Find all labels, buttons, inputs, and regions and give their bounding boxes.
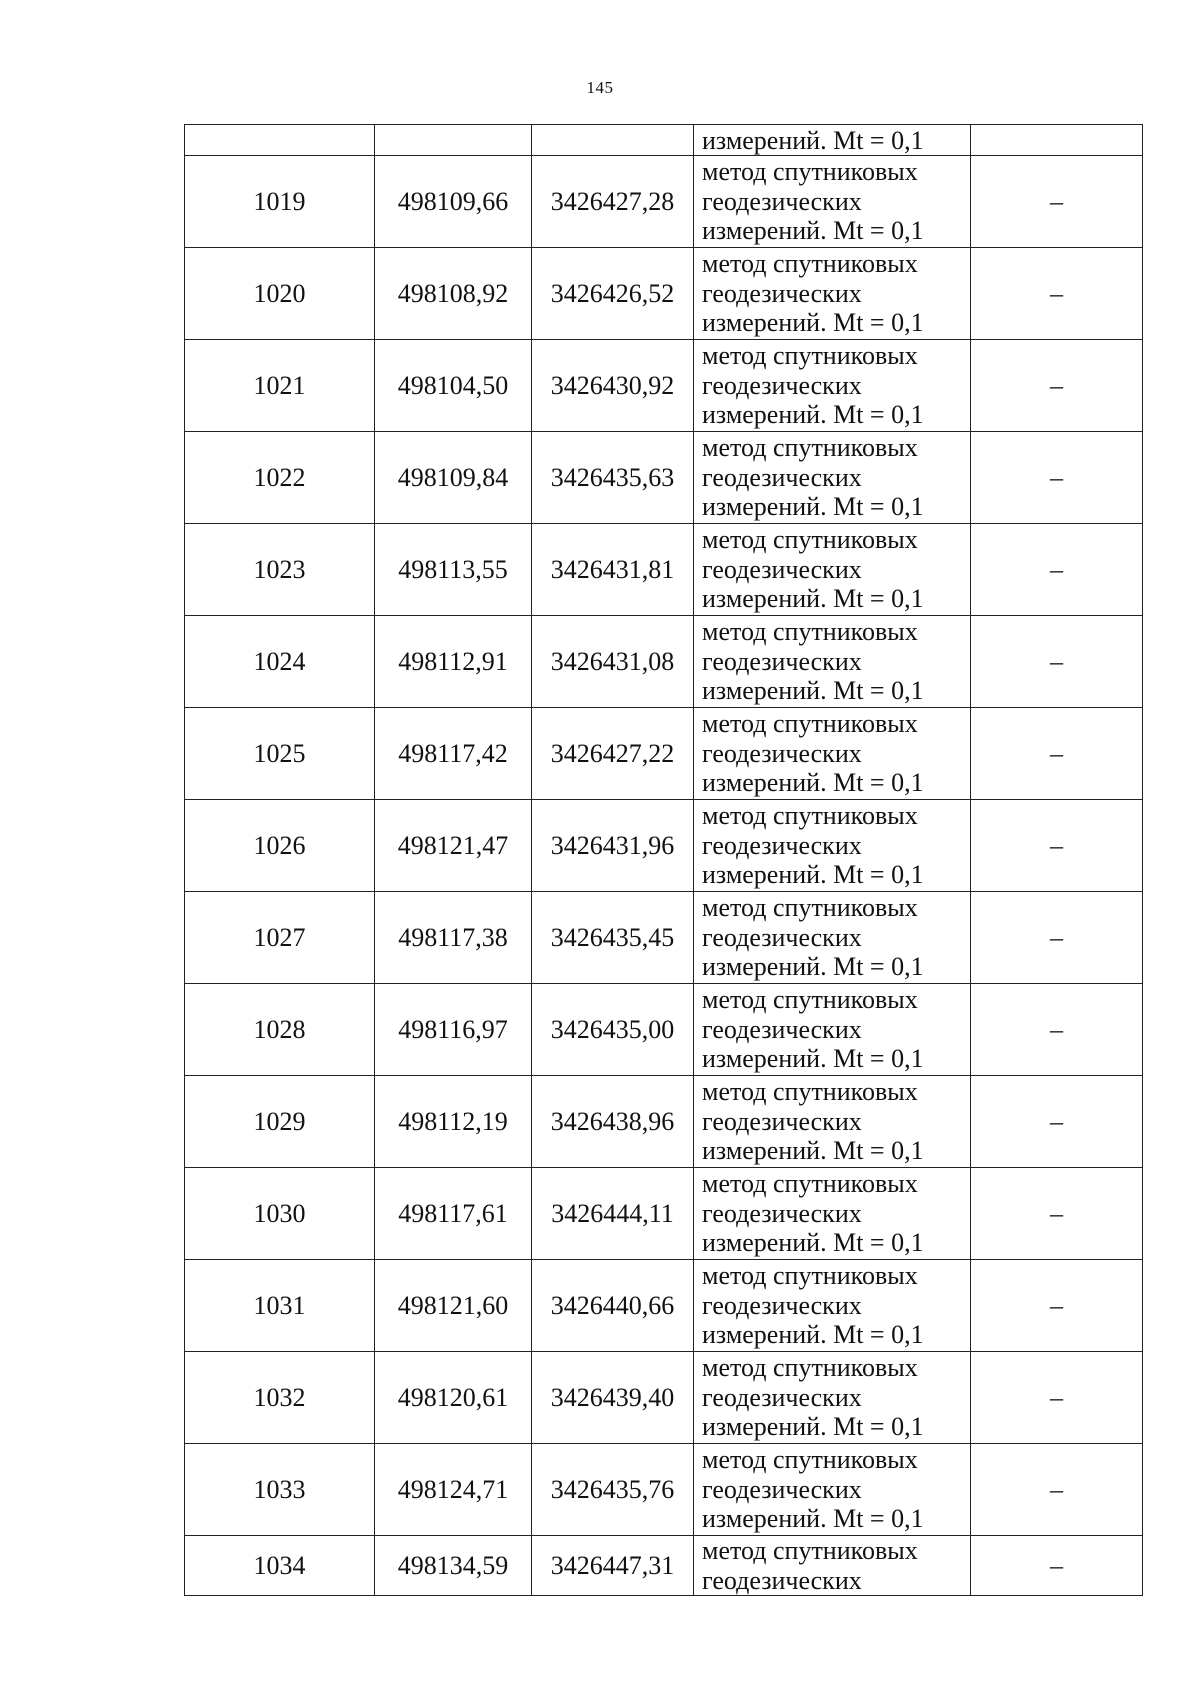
cell-y: 3426431,81 [532, 524, 694, 616]
cell-y: 3426427,22 [532, 708, 694, 800]
table-row [185, 800, 1143, 892]
cell-note: – [971, 1260, 1143, 1352]
cell-x: 498116,97 [375, 984, 532, 1076]
table-row [185, 1536, 1143, 1596]
method-line: геодезических [702, 186, 862, 216]
cell-method [694, 156, 971, 248]
cell-x: 498109,66 [375, 156, 532, 248]
cell-note: – [971, 432, 1143, 524]
cell-method [694, 984, 971, 1076]
method-line: геодезических [702, 646, 862, 676]
cell-y: 3426447,31 [532, 1536, 694, 1596]
cell-y [532, 125, 694, 156]
method-line: метод спутниковых [702, 1445, 918, 1475]
cell-note: – [971, 156, 1143, 248]
method-line: метод спутниковых [702, 1536, 918, 1565]
method-line: измерений. Mt = 0,1 [702, 1228, 924, 1258]
method-line: метод спутниковых [702, 525, 918, 555]
method-line: геодезических [702, 554, 862, 584]
method-line: метод спутниковых [702, 1169, 918, 1199]
table-row [185, 248, 1143, 340]
cell-x: 498121,60 [375, 1260, 532, 1352]
method-line: геодезических [702, 738, 862, 768]
cell-x: 498134,59 [375, 1536, 532, 1596]
cell-note [971, 125, 1143, 156]
method-line: измерений. Mt = 0,1 [702, 1504, 924, 1534]
method-line: измерений. Mt = 0,1 [702, 1044, 924, 1074]
cell-method [694, 248, 971, 340]
method-line: метод спутниковых [702, 893, 918, 923]
table-row-continuation [185, 125, 1143, 156]
cell-method [694, 1536, 971, 1596]
cell-point-id: 1030 [185, 1168, 375, 1260]
method-line: метод спутниковых [702, 1261, 918, 1291]
cell-y: 3426435,00 [532, 984, 694, 1076]
cell-point-id: 1024 [185, 616, 375, 708]
table-row [185, 1168, 1143, 1260]
cell-y: 3426439,40 [532, 1352, 694, 1444]
cell-point-id: 1023 [185, 524, 375, 616]
cell-point-id: 1025 [185, 708, 375, 800]
cell-y: 3426426,52 [532, 248, 694, 340]
method-line: геодезических [702, 1106, 862, 1136]
cell-note: – [971, 248, 1143, 340]
cell-method [694, 800, 971, 892]
method-line: метод спутниковых [702, 433, 918, 463]
method-line: измерений. Mt = 0,1 [702, 400, 924, 430]
table-row [185, 156, 1143, 248]
table-row [185, 524, 1143, 616]
cell-point-id: 1026 [185, 800, 375, 892]
method-line: измерений. Mt = 0,1 [702, 216, 924, 246]
method-line: измерений. Mt = 0,1 [702, 492, 924, 522]
method-line: измерений. Mt = 0,1 [702, 860, 924, 890]
cell-note: – [971, 1168, 1143, 1260]
table-row [185, 616, 1143, 708]
cell-x: 498117,38 [375, 892, 532, 984]
table-row [185, 984, 1143, 1076]
cell-x: 498109,84 [375, 432, 532, 524]
method-line: геодезических [702, 370, 862, 400]
cell-point-id: 1019 [185, 156, 375, 248]
method-line: метод спутниковых [702, 985, 918, 1015]
method-line: измерений. Mt = 0,1 [702, 125, 924, 155]
cell-note: – [971, 524, 1143, 616]
cell-x: 498121,47 [375, 800, 532, 892]
cell-method [694, 1352, 971, 1444]
method-line: геодезических [702, 830, 862, 860]
table-row [185, 1076, 1143, 1168]
cell-x: 498117,42 [375, 708, 532, 800]
cell-note: – [971, 1536, 1143, 1596]
method-line: измерений. Mt = 0,1 [702, 308, 924, 338]
coordinates-table [184, 124, 1143, 1596]
cell-y: 3426444,11 [532, 1168, 694, 1260]
cell-y: 3426435,76 [532, 1444, 694, 1536]
cell-x: 498112,91 [375, 616, 532, 708]
method-line: измерений. Mt = 0,1 [702, 676, 924, 706]
method-line: измерений. Mt = 0,1 [702, 1136, 924, 1166]
method-line: геодезических [702, 1382, 862, 1412]
method-line: метод спутниковых [702, 1077, 918, 1107]
cell-point-id: 1020 [185, 248, 375, 340]
cell-note: – [971, 1076, 1143, 1168]
cell-note: – [971, 1352, 1143, 1444]
cell-point-id: 1022 [185, 432, 375, 524]
cell-point-id: 1028 [185, 984, 375, 1076]
method-line: метод спутниковых [702, 801, 918, 831]
method-line: геодезических [702, 1014, 862, 1044]
cell-method [694, 1168, 971, 1260]
cell-note: – [971, 892, 1143, 984]
cell-method [694, 432, 971, 524]
cell-note: – [971, 800, 1143, 892]
method-line: метод спутниковых [702, 249, 918, 279]
method-line: геодезических [702, 462, 862, 492]
cell-note: – [971, 1444, 1143, 1536]
method-line: измерений. Mt = 0,1 [702, 768, 924, 798]
cell-x: 498124,71 [375, 1444, 532, 1536]
cell-y: 3426440,66 [532, 1260, 694, 1352]
method-line: измерений. Mt = 0,1 [702, 1320, 924, 1350]
method-line: метод спутниковых [702, 341, 918, 371]
method-line: геодезических [702, 1198, 862, 1228]
cell-point-id: 1033 [185, 1444, 375, 1536]
method-line: геодезических [702, 1474, 862, 1504]
cell-point-id: 1021 [185, 340, 375, 432]
cell-method [694, 340, 971, 432]
cell-y: 3426431,08 [532, 616, 694, 708]
cell-y: 3426430,92 [532, 340, 694, 432]
cell-point-id: 1032 [185, 1352, 375, 1444]
method-line: метод спутниковых [702, 709, 918, 739]
cell-method [694, 1260, 971, 1352]
cell-note: – [971, 616, 1143, 708]
method-line: измерений. Mt = 0,1 [702, 952, 924, 982]
cell-x [375, 125, 532, 156]
cell-method [694, 1076, 971, 1168]
cell-x: 498104,50 [375, 340, 532, 432]
cell-y: 3426438,96 [532, 1076, 694, 1168]
table-row [185, 1260, 1143, 1352]
cell-x: 498117,61 [375, 1168, 532, 1260]
cell-point-id: 1034 [185, 1536, 375, 1596]
cell-y: 3426435,63 [532, 432, 694, 524]
method-line: геодезических [702, 1565, 862, 1595]
cell-y: 3426435,45 [532, 892, 694, 984]
cell-y: 3426427,28 [532, 156, 694, 248]
cell-method [694, 708, 971, 800]
method-line: геодезических [702, 922, 862, 952]
page-number: 145 [586, 78, 614, 97]
cell-note: – [971, 708, 1143, 800]
cell-point-id [185, 125, 375, 156]
method-line: геодезических [702, 278, 862, 308]
cell-method [694, 125, 971, 156]
cell-x: 498108,92 [375, 248, 532, 340]
cell-method [694, 524, 971, 616]
table-row [185, 1352, 1143, 1444]
method-line: метод спутниковых [702, 617, 918, 647]
table-row [185, 892, 1143, 984]
table-row [185, 1444, 1143, 1536]
method-line: метод спутниковых [702, 1353, 918, 1383]
table-row [185, 708, 1143, 800]
cell-x: 498113,55 [375, 524, 532, 616]
cell-method [694, 616, 971, 708]
method-line: измерений. Mt = 0,1 [702, 1412, 924, 1442]
method-line: геодезических [702, 1290, 862, 1320]
cell-note: – [971, 984, 1143, 1076]
cell-method [694, 892, 971, 984]
cell-point-id: 1031 [185, 1260, 375, 1352]
cell-point-id: 1029 [185, 1076, 375, 1168]
coordinates-table-body [185, 125, 1143, 1596]
cell-note: – [971, 340, 1143, 432]
cell-method [694, 1444, 971, 1536]
cell-point-id: 1027 [185, 892, 375, 984]
cell-x: 498120,61 [375, 1352, 532, 1444]
table-row [185, 340, 1143, 432]
cell-x: 498112,19 [375, 1076, 532, 1168]
method-line: измерений. Mt = 0,1 [702, 584, 924, 614]
cell-y: 3426431,96 [532, 800, 694, 892]
table-row [185, 432, 1143, 524]
method-line: метод спутниковых [702, 157, 918, 187]
